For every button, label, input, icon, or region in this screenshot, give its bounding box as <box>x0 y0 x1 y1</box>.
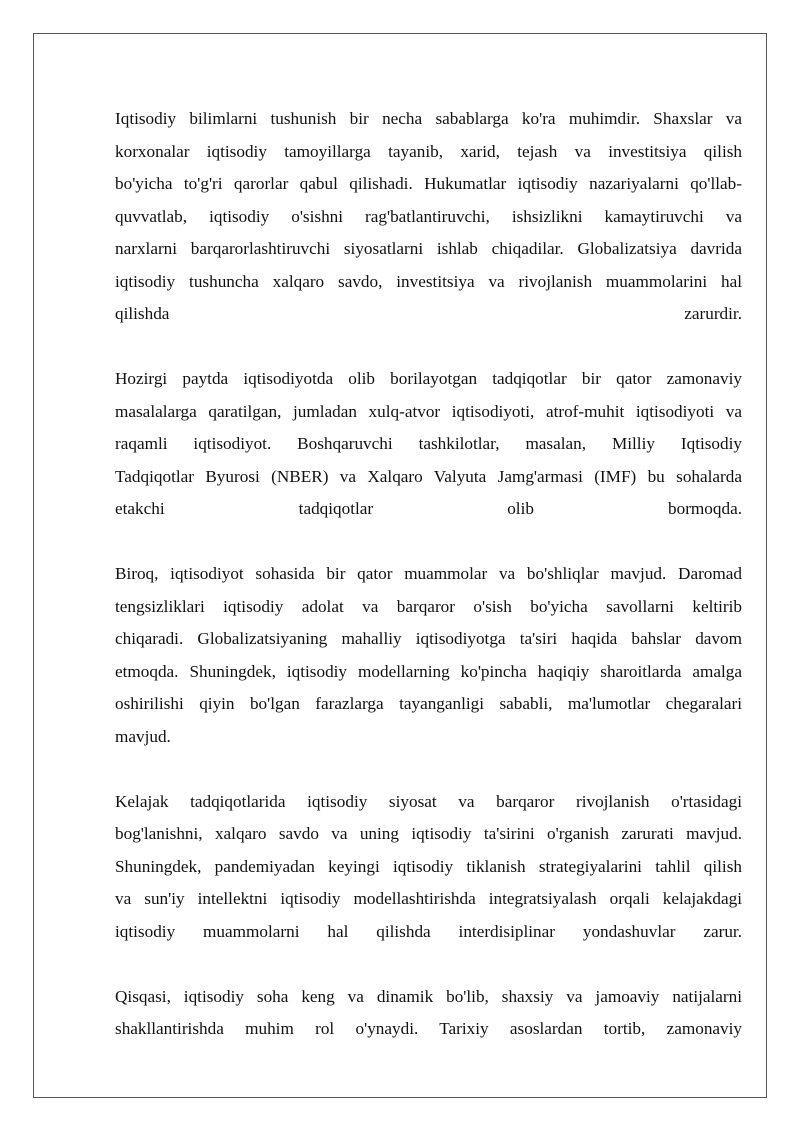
text-line: masalalarga qaratilgan, jumladan xulq-atvor iqtisodiyoti, atrof-muhit iqtisodiyoti va <box>115 401 742 421</box>
text-line: Hozirgi paytda iqtisodiyotda olib borilayotgan tadqiqotlar bir qator zamonaviy <box>115 369 742 388</box>
text-line: iqtisodiy muammolarni hal qilishda interdisiplinar yondashuvlar zarur. <box>115 921 742 941</box>
text-line: Kelajak tadqiqotlarida iqtisodiy siyosat va barqaror rivojlanish o'rtasidagi <box>115 791 742 811</box>
text-line: Iqtisodiy bilimlarni tushunish bir necha sabablarga ko'ra muhimdir. Shaxslar va <box>115 109 742 128</box>
text-line: etmoqda. Shuningdek, iqtisodiy modellarning ko'pincha haqiqiy sharoitlarda amalga <box>115 661 742 681</box>
paragraph-4 <box>115 786 742 949</box>
text-line: oshirilishi qiyin bo'lgan farazlarga tayanganligi sababli, ma'lumotlar chegaralari <box>115 694 742 713</box>
text-line: chiqaradi. Globalizatsiyaning mahalliy iqtisodiyotga ta'siri haqida bahslar davom <box>115 629 742 648</box>
text-line: Qisqasi, iqtisodiy soha keng va dinamik bo'lib, shaxsiy va jamoaviy natijalarni <box>115 986 742 1006</box>
text-line: narxlarni barqarorlashtiruvchi siyosatlarni ishlab chiqadilar. Globalizatsiya davrida <box>115 239 742 258</box>
paragraph-3 <box>115 558 742 753</box>
text-line: Shuningdek, pandemiyadan keyingi iqtisodiy tiklanish strategiyalarini tahlil qilish <box>115 856 742 876</box>
text-line: Tadqiqotlar Byurosi (NBER) va Xalqaro Valyuta Jamg'armasi (IMF) bu sohalarda <box>115 466 742 486</box>
document-body <box>115 103 742 1078</box>
text-line: etakchi tadqiqotlar olib bormoqda. <box>115 499 742 518</box>
text-line: raqamli iqtisodiyot. Boshqaruvchi tashkilotlar, masalan, Milliy Iqtisodiy <box>115 434 742 453</box>
paragraph-5 <box>115 981 742 1046</box>
text-line: bog'lanishni, xalqaro savdo va uning iqtisodiy ta'sirini o'rganish zarurati mavjud. <box>115 824 742 843</box>
text-line: tengsizliklari iqtisodiy adolat va barqaror o'sish bo'yicha savollarni keltirib <box>115 596 742 616</box>
text-line: qilishda zarurdir. <box>115 304 742 323</box>
text-line: mavjud. <box>115 726 171 746</box>
paragraph-1 <box>115 103 742 331</box>
text-line: va sun'iy intellektni iqtisodiy modellashtirishda integratsiyalash orqali kelajakdagi <box>115 889 742 908</box>
text-line: shakllantirishda muhim rol o'ynaydi. Tarixiy asoslardan tortib, zamonaviy <box>115 1019 742 1038</box>
text-line: iqtisodiy tushuncha xalqaro savdo, investitsiya va rivojlanish muammolarini hal <box>115 271 742 291</box>
text-line: Biroq, iqtisodiyot sohasida bir qator muammolar va bo'shliqlar mavjud. Daromad <box>115 564 742 583</box>
paragraph-2 <box>115 363 742 526</box>
text-line: quvvatlab, iqtisodiy o'sishni rag'batlantiruvchi, ishsizlikni kamaytiruvchi va <box>115 206 742 226</box>
text-line: korxonalar iqtisodiy tamoyillarga tayanib, xarid, tejash va investitsiya qilish <box>115 141 742 161</box>
text-line: bo'yicha to'g'ri qarorlar qabul qilishadi. Hukumatlar iqtisodiy nazariyalarni qo'llab- <box>115 174 742 193</box>
